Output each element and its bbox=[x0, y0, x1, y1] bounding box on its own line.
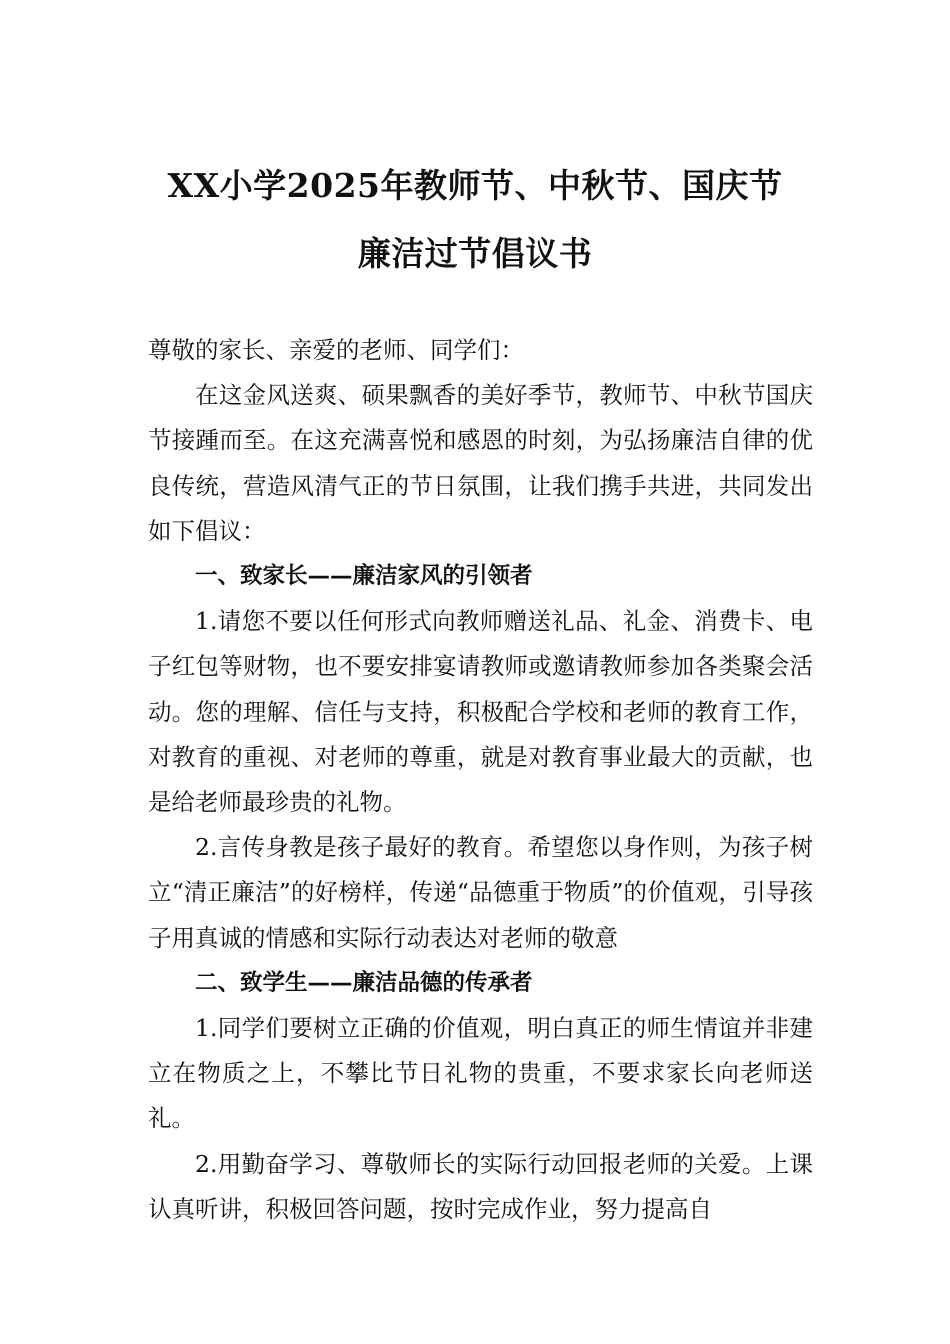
students-item-1: 1.同学们要树立正确的价值观，明白真正的师生情谊并非建立在物质之上，不攀比节日礼物的贵重，不要求家长向老师送礼。 bbox=[148, 1014, 813, 1133]
students-item-2: 2.用勤奋学习、尊敬师长的实际行动回报老师的关爱。上课认真听讲，积极回答问题，按时完成作业，努力提高自 bbox=[148, 1149, 813, 1223]
section-heading-students: 二、致学生——廉洁品德的传承者 bbox=[195, 969, 533, 996]
document-title-line-2: 廉洁过节倡议书 bbox=[357, 234, 593, 273]
parents-item-1: 1.请您不要以任何形式向教师赠送礼品、礼金、消费卡、电子红包等财物，也不要安排宴请教师或邀请教师参加各类聚会活动。您的理解、信任与支持，积极配合学校和老师的教育工作，对教育的重视、对老师的尊重，就是对教育事业最大的贡献，也是给老师最珍贵的礼物。 bbox=[148, 607, 813, 817]
document-body bbox=[148, 328, 813, 1232]
salutation: 尊敬的家长、亲爱的老师、同学们： bbox=[148, 336, 524, 364]
section-heading-parents: 一、致家长——廉洁家风的引领者 bbox=[195, 563, 533, 590]
parents-item-2: 2.言传身教是孩子最好的教育。希望您以身作则，为孩子树立“清正廉洁”的好榜样，传递“品德重于物质”的价值观，引导孩子用真诚的情感和实际行动表达对老师的敬意 bbox=[148, 833, 813, 952]
intro-paragraph: 在这金风送爽、硕果飘香的美好季节，教师节、中秋节国庆节接踵而至。在这充满喜悦和感恩的时刻，为弘扬廉洁自律的优良传统，营造风清气正的节日氛围，让我们携手共进，共同发出如下倡议： bbox=[148, 381, 813, 545]
document-title-line-1: XX小学2025年教师节、中秋节、国庆节 bbox=[167, 166, 783, 205]
